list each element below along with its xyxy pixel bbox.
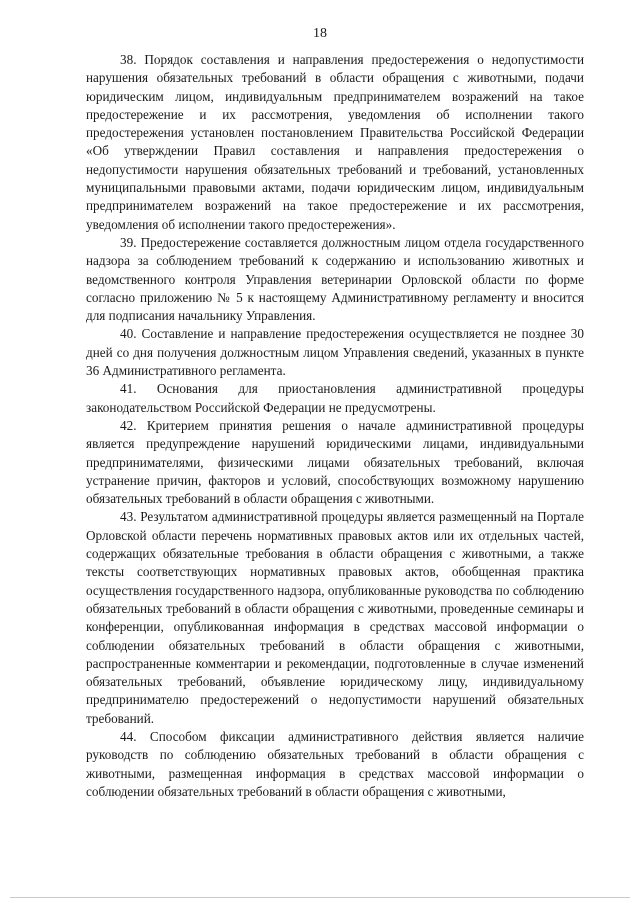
- scan-edge-line: [10, 897, 630, 898]
- page-number: 18: [313, 26, 327, 41]
- paragraph-38: 38. Порядок составления и направления предостережения о недопустимости нарушения обязательных требований в области обращения с животными, подачи юридическим лицом, индивидуальным предпринимателем возражений на такое предостережение и их рассмотрения, уведомления об исполнении такого предостережения установлен постановлением Правительства Российской Федерации «Об утверждении Правил составления и направления предостережения о недопустимости нарушения обязательных требований и требований, установленных муниципальными правовыми актами, подачи юридическим лицом, индивидуальным предпринимателем возражений на такое предостережение и их рассмотрения, уведомления об исполнении такого предостережения».: [86, 52, 584, 232]
- paragraph-44: 44. Способом фиксации административного действия является наличие руководств по соблюдению обязательных требований в области обращения с животными, размещенная информация в средствах массовой информации о соблюдении обязательных требований в области обращения с животными,: [86, 728, 584, 799]
- paragraph-40: 40. Составление и направление предостережения осуществляется не позднее 30 дней со дня получения должностным лицом Управления сведений, указанных в пункте 36 Административного регламента.: [86, 326, 584, 379]
- paragraph-41: 41. Основания для приостановления административной процедуры законодательством Российской Федерации не предусмотрены.: [86, 381, 584, 415]
- paragraph-43: 43. Результатом административной процедуры является размещенный на Портале Орловской области перечень нормативных правовых актов или их отдельных частей, содержащих обязательные требования в области обращения с животными, а также тексты соответствующих нормативных правовых актов, обобщенная практика осуществления государственного надзора, опубликованные руководства по соблюдению обязательных требований в области обращения с животными, проведенные семинары и конференции, опубликованная информация в средствах массовой информации о соблюдении обязательных требований в области обращения с животными, распространенные комментарии и рекомендации, подготовленные в случае изменений обязательных требований, объявление юридическому лицу, индивидуальному предпринимателю предостережений о недопустимости нарушений обязательных требований.: [86, 509, 584, 726]
- paragraph-39: 39. Предостережение составляется должностным лицом отдела государственного надзора за соблюдением требований к содержанию и использованию животных и ведомственного контроля Управления ветеринарии Орловской области по форме согласно приложению № 5 к настоящему Административному регламенту и вносится для подписания начальнику Управления.: [86, 234, 584, 324]
- paragraph-42: 42. Критерием принятия решения о начале административной процедуры является предупреждение нарушений юридическими лицами, индивидуальными предпринимателями, физическими лицами обязательных требований, включая устранение причин, факторов и условий, способствующих возможному нарушению обязательных требований в области обращения с животными.: [86, 417, 584, 507]
- document-body: [86, 51, 584, 801]
